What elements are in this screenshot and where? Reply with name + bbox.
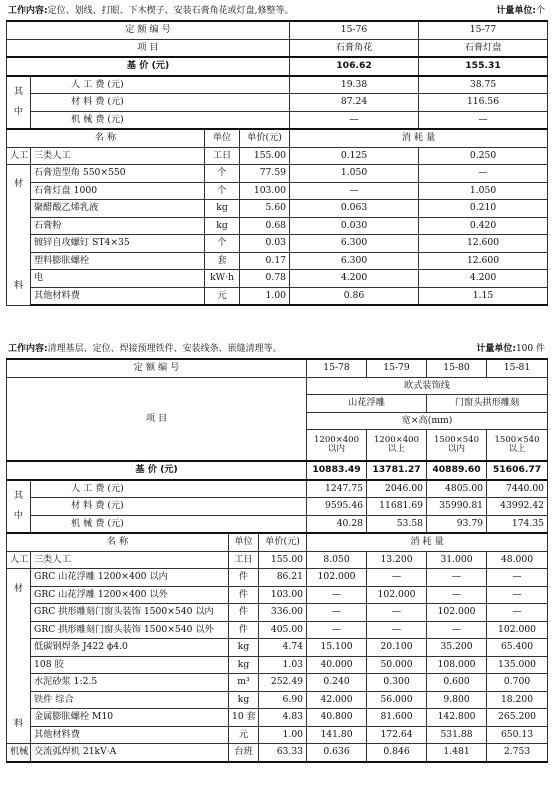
col-unit-header: 单位 [229, 533, 259, 551]
resource-price: 103.00 [259, 586, 307, 604]
consume-value: 35.200 [427, 639, 487, 657]
consume-value: — [307, 621, 367, 639]
resource-price: 77.59 [240, 165, 290, 183]
cost-value: 35990.81 [427, 498, 487, 516]
consume-value: 102.000 [367, 586, 427, 604]
consume-value: 20.100 [367, 639, 427, 657]
resource-name: 铁件 综合 [31, 691, 229, 709]
consume-value: 102.000 [487, 621, 548, 639]
resource-unit: kg [205, 217, 240, 235]
consume-value: 1.15 [419, 287, 548, 305]
material-group-label: 材 料 [7, 569, 31, 744]
cost-value: 9595.46 [307, 498, 367, 516]
consume-value: — [307, 604, 367, 622]
cost-value: 1247.75 [307, 480, 367, 498]
resource-price: 103.00 [240, 182, 290, 200]
consume-value: — [290, 182, 419, 200]
resource-name: 聚醋酸乙烯乳液 [31, 200, 205, 218]
dim-spec: 1200×400 以上 [367, 430, 427, 462]
resource-name: GRC 拱形雕刻门窗头装饰 1500×540 以外 [31, 621, 229, 639]
resource-name: 低碳钢焊条 J422 ϕ4.0 [31, 639, 229, 657]
code-15-76: 15-76 [290, 21, 419, 39]
group-title: 欧式装饰线 [307, 377, 548, 395]
resource-unit: 件 [229, 604, 259, 622]
item-name: 石膏灯盘 [419, 39, 548, 57]
base-price-label: 基 价 (元) [7, 57, 290, 76]
consume-value: — [487, 586, 548, 604]
material-row [7, 165, 548, 183]
cost-value: 40.28 [307, 515, 367, 533]
material-row [7, 656, 548, 674]
resource-unit: 工日 [229, 551, 259, 569]
consume-value: 2.753 [487, 744, 548, 762]
dim-spec: 1500×540 以上 [487, 430, 548, 462]
resource-name: 交流弧焊机 21kV·A [31, 744, 229, 762]
resource-unit: 套 [205, 252, 240, 270]
consume-value: 12.600 [419, 252, 548, 270]
resource-price: 4.74 [259, 639, 307, 657]
cost-value: 11681.69 [367, 498, 427, 516]
material-row [7, 252, 548, 270]
quota-no-label: 定 额 编 号 [7, 359, 307, 377]
item-name: 石膏角花 [290, 39, 419, 57]
resource-unit: kg [229, 691, 259, 709]
consume-value: 9.800 [427, 691, 487, 709]
cost-value: 174.35 [487, 515, 548, 533]
base-price-label: 基 价 (元) [7, 461, 307, 480]
resource-price: 5.60 [240, 200, 290, 218]
resource-name: 镀锌自攻螺钉 ST4×35 [31, 235, 205, 253]
consume-value: 0.700 [487, 674, 548, 692]
cost-row-label: 人 工 费 (元) [31, 76, 290, 94]
resource-name: 其他材料费 [31, 726, 229, 744]
consume-value: — [419, 165, 548, 183]
consume-value: 172.64 [367, 726, 427, 744]
consume-value: — [427, 621, 487, 639]
resource-unit: 元 [229, 726, 259, 744]
consume-value: — [307, 586, 367, 604]
consume-value: 102.000 [427, 604, 487, 622]
resource-price: 4.83 [259, 709, 307, 727]
cost-row-label: 机 械 费 (元) [31, 515, 307, 533]
resource-price: 1.03 [259, 656, 307, 674]
code-15-78: 15-78 [307, 359, 367, 377]
consume-value: 650.13 [487, 726, 548, 744]
material-row [7, 586, 548, 604]
resource-name: 塑料膨胀螺栓 [31, 252, 205, 270]
resource-name: 水泥砂浆 1:2.5 [31, 674, 229, 692]
cost-value: 38.75 [419, 76, 548, 94]
consume-value: 8.050 [307, 551, 367, 569]
machine-group-label: 机械 [7, 744, 31, 762]
consume-value: 0.240 [307, 674, 367, 692]
consume-value: 13.200 [367, 551, 427, 569]
consume-value: 0.600 [427, 674, 487, 692]
consume-value: 0.063 [290, 200, 419, 218]
resource-name: 其他材料费 [31, 287, 205, 305]
resource-name: 三类人工 [31, 147, 205, 165]
resource-name: 金属膨胀螺栓 M10 [31, 709, 229, 727]
resource-name: GRC 山花浮雕 1200×400 以内 [31, 569, 229, 587]
dim-spec: 1500×540 以内 [427, 430, 487, 462]
consume-value: 265.200 [487, 709, 548, 727]
resource-name: 三类人工 [31, 551, 229, 569]
consume-value: 6.300 [290, 235, 419, 253]
material-row [7, 709, 548, 727]
consume-value: 0.636 [307, 744, 367, 762]
consume-value: 108.000 [427, 656, 487, 674]
consume-value: 56.000 [367, 691, 427, 709]
item-label: 项 目 [7, 39, 290, 57]
resource-name: 108 胶 [31, 656, 229, 674]
quota-no-label: 定 额 编 号 [7, 21, 290, 39]
cost-value: — [290, 111, 419, 129]
base-price: 51606.77 [487, 461, 548, 480]
consume-value: 102.000 [307, 569, 367, 587]
resource-price: 252.49 [259, 674, 307, 692]
col-consume-header: 消 耗 量 [290, 129, 548, 147]
resource-unit: 个 [205, 165, 240, 183]
col-name-header: 名 称 [7, 129, 205, 147]
consume-value: 4.200 [290, 270, 419, 288]
consume-value: — [487, 569, 548, 587]
cost-row-label: 机 械 费 (元) [31, 111, 290, 129]
sub-title: 门窗头拱形雕刻 [427, 395, 548, 413]
material-row [7, 604, 548, 622]
dim-spec: 1200×400 以内 [307, 430, 367, 462]
base-price: 40889.60 [427, 461, 487, 480]
cost-row-label: 材 料 费 (元) [31, 498, 307, 516]
material-row [7, 674, 548, 692]
resource-price: 336.00 [259, 604, 307, 622]
cost-value: 93.79 [427, 515, 487, 533]
resource-price: 405.00 [259, 621, 307, 639]
material-group-label: 材 料 [7, 165, 31, 306]
resource-price: 1.00 [259, 726, 307, 744]
consume-value: 1.050 [290, 165, 419, 183]
material-row [7, 691, 548, 709]
consume-value: 531.88 [427, 726, 487, 744]
base-price: 13781.27 [367, 461, 427, 480]
resource-unit: kg [229, 639, 259, 657]
resource-name: 石膏粉 [31, 217, 205, 235]
resource-price: 155.00 [240, 147, 290, 165]
consume-value: 40.800 [307, 709, 367, 727]
resource-unit: 件 [229, 586, 259, 604]
consume-value: 31.000 [427, 551, 487, 569]
cost-value: 2046.00 [367, 480, 427, 498]
resource-price: 155.00 [259, 551, 307, 569]
resource-unit: 件 [229, 621, 259, 639]
cost-value: 53.58 [367, 515, 427, 533]
table2 [6, 358, 548, 763]
consume-value: 135.000 [487, 656, 548, 674]
resource-name: 电 [31, 270, 205, 288]
resource-unit: 台班 [229, 744, 259, 762]
material-row [7, 287, 548, 305]
consume-value: 0.030 [290, 217, 419, 235]
resource-unit: 个 [205, 182, 240, 200]
consume-value: 65.400 [487, 639, 548, 657]
consume-value: — [367, 604, 427, 622]
resource-price: 0.17 [240, 252, 290, 270]
resource-unit: 10 套 [229, 709, 259, 727]
material-row [7, 182, 548, 200]
consume-value: — [427, 569, 487, 587]
resource-name: 石膏灯盘 1000 [31, 182, 205, 200]
base-price: 106.62 [290, 57, 419, 76]
consume-value: 42.000 [307, 691, 367, 709]
consume-value: — [487, 604, 548, 622]
consume-value: 48.000 [487, 551, 548, 569]
labor-group-label: 人工 [7, 147, 31, 165]
code-15-77: 15-77 [419, 21, 548, 39]
resource-unit: 件 [229, 569, 259, 587]
resource-price: 63.33 [259, 744, 307, 762]
consume-value: 15.100 [307, 639, 367, 657]
material-row [7, 270, 548, 288]
consume-value: 141.80 [307, 726, 367, 744]
resource-price: 0.78 [240, 270, 290, 288]
col-price-header: 单价(元) [240, 129, 290, 147]
consume-value: 6.300 [290, 252, 419, 270]
consume-value: 0.210 [419, 200, 548, 218]
consume-value: — [367, 621, 427, 639]
resource-price: 86.21 [259, 569, 307, 587]
dim-label: 宽×高(mm) [307, 412, 548, 430]
group-label: 其 中 [7, 76, 31, 130]
sub-title: 山花浮雕 [307, 395, 427, 413]
table1 [6, 20, 548, 306]
table2-work-content: 工作内容:清理基层、定位、焊接预埋铁件、安装线条、嵌缝清理等。 [8, 344, 282, 354]
consume-value: 0.420 [419, 217, 548, 235]
material-row [7, 639, 548, 657]
resource-unit: kW·h [205, 270, 240, 288]
group-label: 其 中 [7, 480, 31, 534]
cost-value: 19.38 [290, 76, 419, 94]
cost-value: 87.24 [290, 94, 419, 112]
resource-name: 石膏造型角 550×550 [31, 165, 205, 183]
table1-work-content: 工作内容:定位、划线、打眼、下木楔子、安装石膏角花或灯盘,修整等。 [8, 6, 294, 16]
consume-value: 4.200 [419, 270, 548, 288]
resource-name: GRC 山花浮雕 1200×400 以外 [31, 586, 229, 604]
consume-value: 50.000 [367, 656, 427, 674]
resource-name: GRC 拱形雕刻门窗头装饰 1500×540 以内 [31, 604, 229, 622]
consume-value: 12.600 [419, 235, 548, 253]
item-label: 项 目 [7, 377, 307, 461]
table2-unit: 计量单位:100 件 [476, 344, 545, 354]
consume-value: 1.050 [419, 182, 548, 200]
cost-row-label: 人 工 费 (元) [31, 480, 307, 498]
consume-value: 0.300 [367, 674, 427, 692]
table1-unit: 计量单位:个 [496, 6, 545, 16]
material-row [7, 569, 548, 587]
resource-price: 1.00 [240, 287, 290, 305]
resource-unit: m³ [229, 674, 259, 692]
code-15-80: 15-80 [427, 359, 487, 377]
cost-value: 43992.42 [487, 498, 548, 516]
code-15-79: 15-79 [367, 359, 427, 377]
material-row [7, 235, 548, 253]
code-15-81: 15-81 [487, 359, 548, 377]
col-price-header: 单价(元) [259, 533, 307, 551]
cost-value: 116.56 [419, 94, 548, 112]
labor-group-label: 人工 [7, 551, 31, 569]
consume-value: — [427, 586, 487, 604]
col-consume-header: 消 耗 量 [307, 533, 548, 551]
resource-unit: kg [229, 656, 259, 674]
consume-value: 0.250 [419, 147, 548, 165]
material-row [7, 726, 548, 744]
consume-value: 0.846 [367, 744, 427, 762]
consume-value: 142.800 [427, 709, 487, 727]
resource-price: 0.03 [240, 235, 290, 253]
consume-value: — [367, 569, 427, 587]
col-name-header: 名 称 [7, 533, 229, 551]
resource-unit: 个 [205, 235, 240, 253]
consume-value: 18.200 [487, 691, 548, 709]
resource-unit: kg [205, 200, 240, 218]
base-price: 155.31 [419, 57, 548, 76]
resource-unit: 工日 [205, 147, 240, 165]
consume-value: 1.481 [427, 744, 487, 762]
resource-price: 0.68 [240, 217, 290, 235]
col-unit-header: 单位 [205, 129, 240, 147]
material-row [7, 621, 548, 639]
resource-unit: 元 [205, 287, 240, 305]
consume-value: 81.600 [367, 709, 427, 727]
cost-value: 4805.00 [427, 480, 487, 498]
cost-value: 7440.00 [487, 480, 548, 498]
resource-price: 6.90 [259, 691, 307, 709]
consume-value: 40.000 [307, 656, 367, 674]
base-price: 10883.49 [307, 461, 367, 480]
material-row [7, 200, 548, 218]
consume-value: 0.125 [290, 147, 419, 165]
cost-row-label: 材 料 费 (元) [31, 94, 290, 112]
material-row [7, 217, 548, 235]
consume-value: 0.86 [290, 287, 419, 305]
cost-value: — [419, 111, 548, 129]
